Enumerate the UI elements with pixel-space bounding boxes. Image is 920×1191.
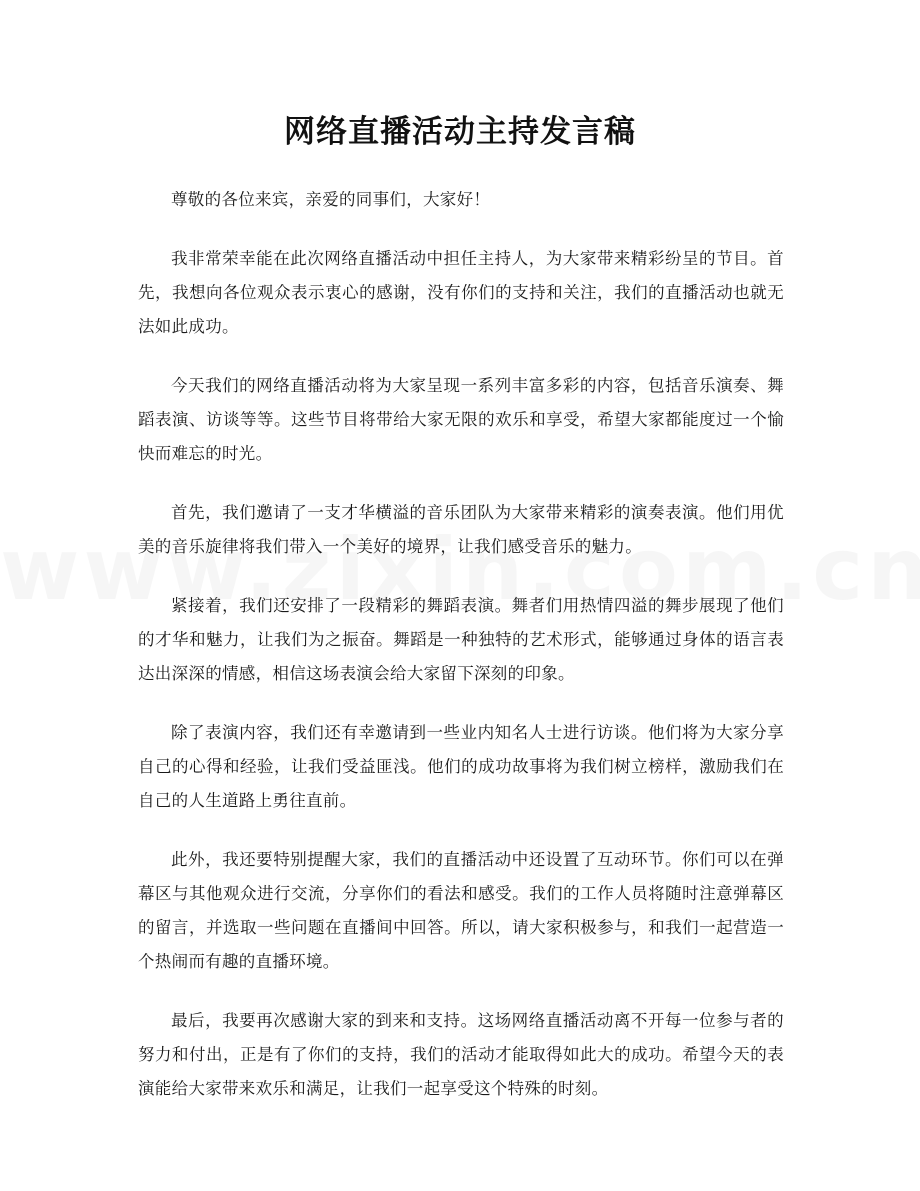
paragraph: 此外，我还要特别提醒大家，我们的直播活动中还设置了互动环节。你们可以在弹幕区与其他观众进行交流，分享你们的看法和感受。我们的工作人员将随时注意弹幕区的留言，并选取一些问题在直播间中回答。所以，请大家积极参与，和我们一起营造一个热闹而有趣的直播环境。	[138, 850, 784, 971]
paragraph: 今天我们的网络直播活动将为大家呈现一系列丰富多彩的内容，包括音乐演奏、舞蹈表演、访谈等等。这些节目将带给大家无限的欢乐和享受，希望大家都能度过一个愉快而难忘的时光。	[138, 376, 784, 463]
paragraph: 我非常荣幸能在此次网络直播活动中担任主持人，为大家带来精彩纷呈的节目。首先，我想向各位观众表示衷心的感谢，没有你们的支持和关注，我们的直播活动也就无法如此成功。	[138, 249, 784, 336]
document-body	[138, 183, 784, 1131]
paragraph: 除了表演内容，我们还有幸邀请到一些业内知名人士进行访谈。他们将为大家分享自己的心得和经验，让我们受益匪浅。他们的成功故事将为我们树立榜样，激励我们在自己的人生道路上勇往直前。	[138, 723, 784, 810]
paragraph-greeting: 尊敬的各位来宾，亲爱的同事们，大家好！	[171, 190, 491, 209]
paragraph: 首先，我们邀请了一支才华横溢的音乐团队为大家带来精彩的演奏表演。他们用优美的音乐旋律将我们带入一个美好的境界，让我们感受音乐的魅力。	[138, 503, 784, 556]
paragraph-closing: 最后，我要再次感谢大家的到来和支持。这场网络直播活动离不开每一位参与者的努力和付出，正是有了你们的支持，我们的活动才能取得如此大的成功。希望今天的表演能给大家带来欢乐和满足，让我们一起享受这个特殊的时刻。	[138, 1011, 784, 1098]
document-title: 网络直播活动主持发言稿	[284, 114, 636, 150]
paragraph: 紧接着，我们还安排了一段精彩的舞蹈表演。舞者们用热情四溢的舞步展现了他们的才华和魅力，让我们为之振奋。舞蹈是一种独特的艺术形式，能够通过身体的语言表达出深深的情感，相信这场表演会给大家留下深刻的印象。	[138, 596, 784, 683]
